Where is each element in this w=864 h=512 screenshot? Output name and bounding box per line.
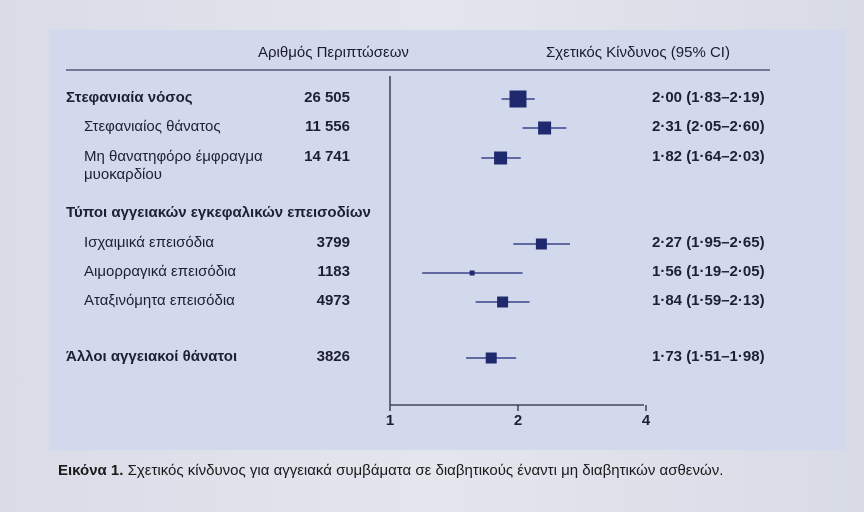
row-label: Στεφανιαίος θάνατος	[84, 118, 221, 135]
row-risk-value: 1·84 (1·59–2·13)	[652, 292, 765, 309]
estimate-marker	[538, 122, 551, 135]
row-label: Ισχαιμικά επεισόδια	[84, 234, 215, 251]
estimate-marker	[497, 297, 508, 308]
row-label-continued: μυοκαρδίου	[84, 166, 162, 183]
x-tick-label: 4	[641, 412, 651, 429]
caption-text: Σχετικός κίνδυνος για αγγειακά συμβάματα σε διαβητικούς έναντι μη διαβητικών ασθενών.	[123, 462, 724, 479]
x-tick-label: 1	[385, 412, 395, 429]
row-count: 1183	[317, 263, 350, 280]
row-label: Αιμορραγικά επεισόδια	[84, 263, 237, 280]
row-label: Αταξινόμητα επεισόδια	[84, 292, 235, 309]
row-risk-value: 1·56 (1·19–2·05)	[652, 263, 765, 280]
row-label: Άλλοι αγγειακοί θάνατοι	[66, 348, 238, 365]
row-risk-value: 1·82 (1·64–2·03)	[652, 148, 765, 165]
row-risk-value: 2·00 (1·83–2·19)	[652, 89, 765, 106]
row-risk-value: 2·31 (2·05–2·60)	[652, 118, 765, 135]
header-risk: Σχετικός Κίνδυνος (95% CI)	[546, 44, 730, 61]
row-count: 4973	[316, 292, 350, 309]
row-label: Στεφανιαία νόσος	[66, 89, 193, 106]
figure-caption	[58, 462, 723, 479]
row-count: 26 505	[304, 89, 350, 106]
estimate-marker	[510, 91, 527, 108]
x-tick-label: 2	[513, 412, 523, 429]
row-label: Μη θανατηφόρο έμφραγμα	[84, 148, 263, 165]
row-count: 3826	[316, 348, 350, 365]
estimate-marker	[494, 152, 507, 165]
estimate-marker	[486, 353, 497, 364]
estimate-marker	[536, 239, 547, 250]
row-count: 14 741	[304, 148, 350, 165]
row-count: 3799	[316, 234, 350, 251]
row-risk-value: 1·73 (1·51–1·98)	[652, 348, 765, 365]
caption-label: Εικόνα 1.	[58, 462, 124, 479]
row-count: 11 556	[304, 118, 350, 135]
header-cases: Αριθμός Περιπτώσεων	[258, 44, 409, 61]
estimate-marker	[470, 271, 475, 276]
row-label: Τύποι αγγειακών εγκεφαλικών επεισοδίων	[66, 204, 371, 221]
row-risk-value: 2·27 (1·95–2·65)	[652, 234, 765, 251]
